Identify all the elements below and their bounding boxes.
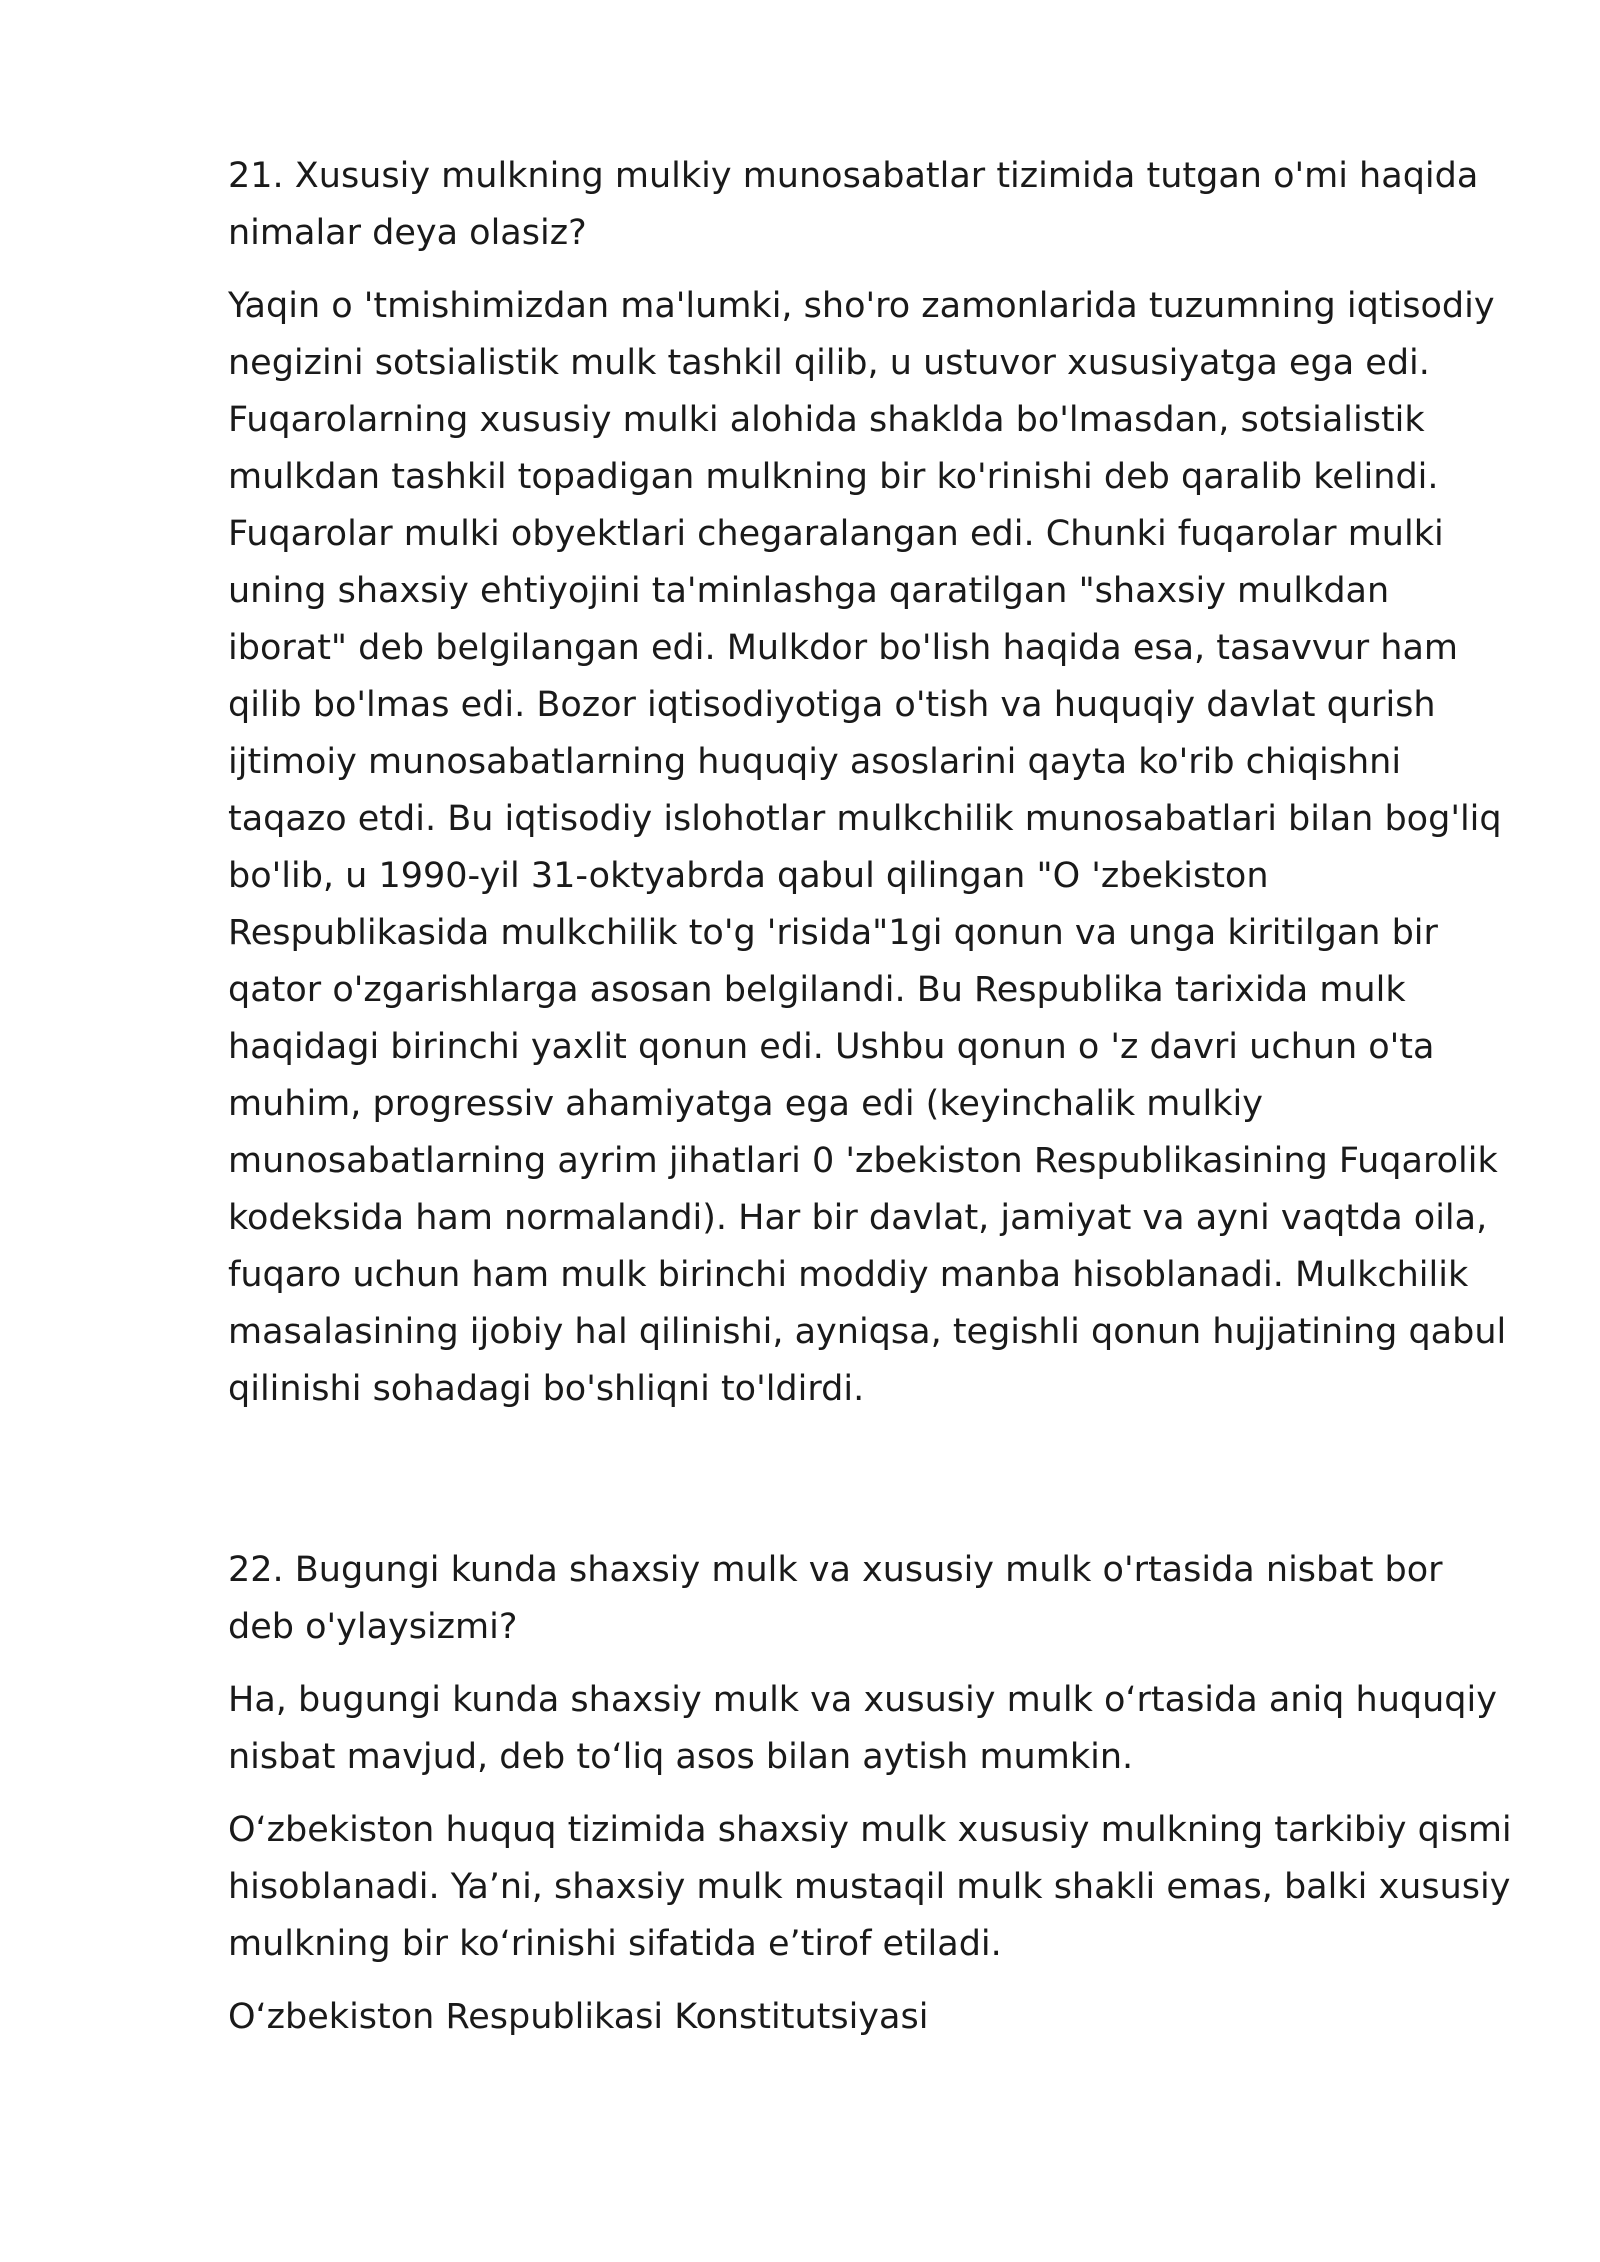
question-22-answer-paragraph-1: Ha, bugungi kunda shaxsiy mulk va xususiy mulk oʻrtasida aniq huquqiy nisbat mavjud, deb toʻliq asos bilan aytish mumkin.	[228, 1680, 1497, 1777]
question-22-section	[228, 1542, 1518, 2046]
question-21-answer: Yaqin o 'tmishimizdan ma'lumki, sho'ro zamonlarida tuzumning iqtisodiy negizini sotsialistik mulk tashkil qilib, u ustuvor xususiyatga ega edi. Fuqarolarning xususiy mulki alohida shaklda bo'lmasdan, sotsialistik mulkdan tashkil topadigan mulkning bir ko'rinishi deb qaralib kelindi. Fuqarolar mulki obyektlari chegaralangan edi. Chunki fuqarolar mulki uning shaxsiy ehtiyojini ta'minlashga qaratilgan "shaxsiy mulkdan iborat" deb belgilangan edi. Mulkdor bo'lish haqida esa, tasavvur ham qilib bo'lmas edi. Bozor iqtisodiyotiga o'tish va huquqiy davlat qurish ijtimoiy munosabatlarning huquqiy asoslarini qayta ko'rib chiqishni taqazo etdi. Bu iqtisodiy islohotlar mulkchilik munosabatlari bilan bog'liq bo'lib, u 1990-yil 31-oktyabrda qabul qilingan "O 'zbekiston Respublikasida mulkchilik to'g 'risida"1gi qonun va unga kiritilgan bir qator o'zgarishlarga asosan belgilandi. Bu Respublika tarixida mulk haqidagi birinchi yaxlit qonun edi. Ushbu qonun o 'z davri uchun o'ta muhim, progressiv ahamiyatga ega edi (keyinchalik mulkiy munosabatlarning ayrim jihatlari 0 'zbekiston Respublikasining Fuqarolik kodeksida ham normalandi). Har bir davlat, jamiyat va ayni vaqtda oila, fuqaro uchun ham mulk birinchi moddiy manba hisoblanadi. Mulkchilik masalasining ijobiy hal qilinishi, ayniqsa, tegishli qonun hujjatining qabul qilinishi sohadagi bo'shliqni to'ldirdi.	[228, 286, 1507, 1409]
section-spacer	[228, 1418, 1518, 1542]
question-21-heading: 21. Xususiy mulkning mulkiy munosabatlar tizimida tutgan o'mi haqida nimalar deya olasiz?	[228, 156, 1479, 253]
question-22-answer-paragraph-3: Oʻzbekiston Respublikasi Konstitutsiyasi	[228, 1997, 929, 2037]
document-page	[228, 148, 1518, 2062]
question-22-heading: 22. Bugungi kunda shaxsiy mulk va xususiy mulk o'rtasida nisbat bor deb o'ylaysizmi?	[228, 1550, 1443, 1647]
question-21-section	[228, 148, 1518, 1418]
question-22-answer-paragraph-2: Oʻzbekiston huquq tizimida shaxsiy mulk xususiy mulkning tarkibiy qismi hisoblanadi. Ya’ni, shaxsiy mulk mustaqil mulk shakli emas, balki xususiy mulkning bir koʻrinishi sifatida e’tirof etiladi.	[228, 1810, 1512, 1964]
